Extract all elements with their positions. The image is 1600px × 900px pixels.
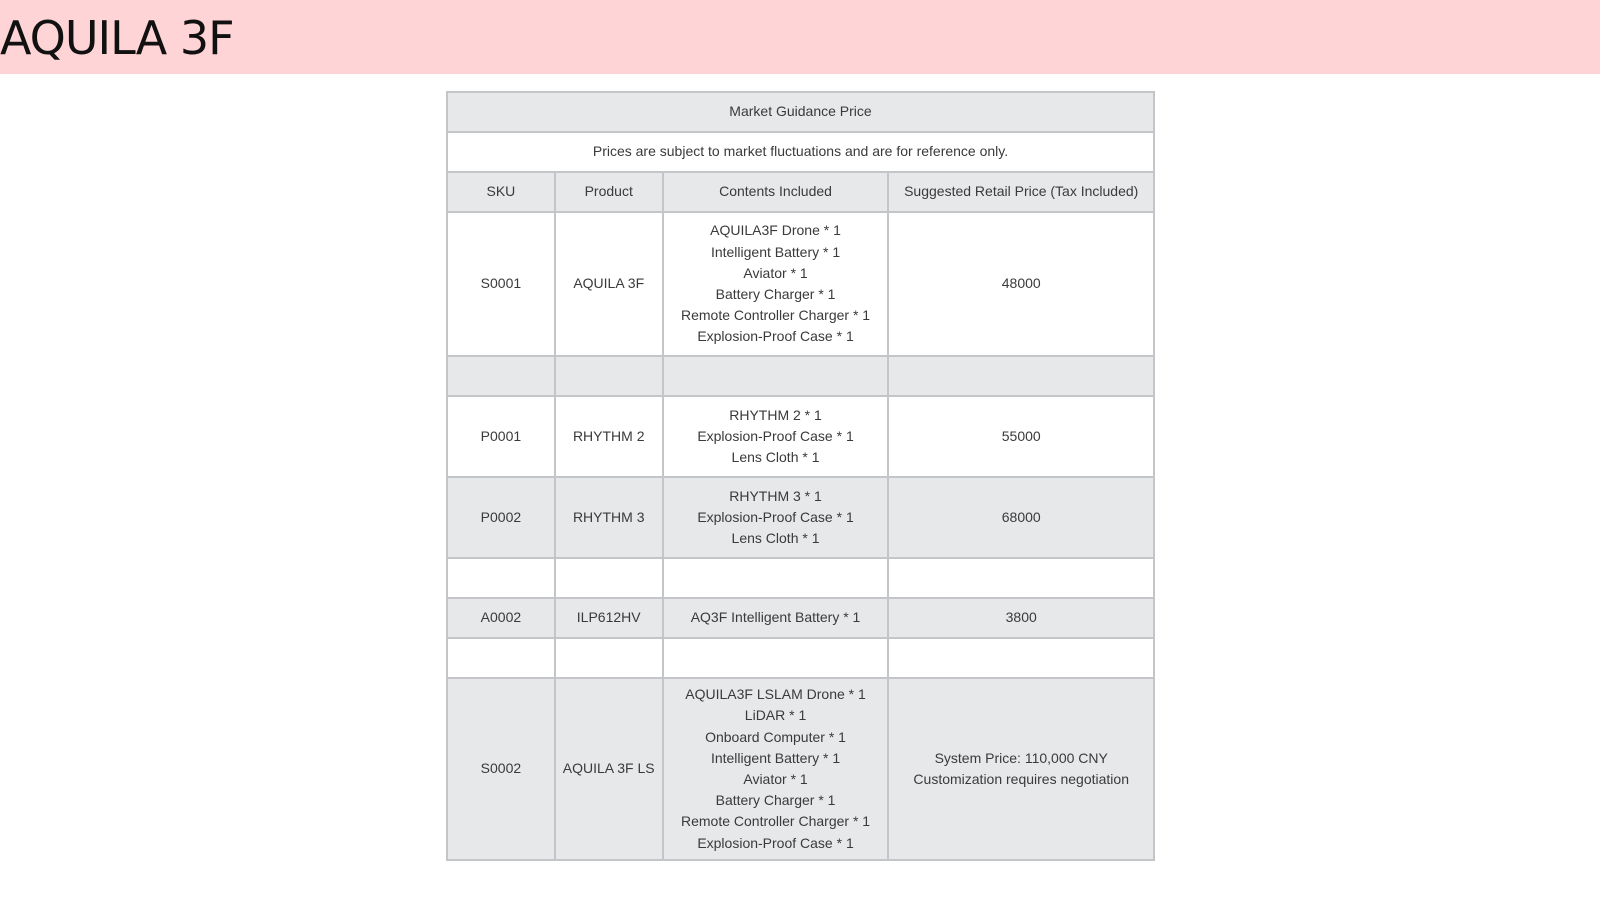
price-line: 55000 — [1001, 427, 1041, 444]
cell-product: RHYTHM 3 — [555, 477, 663, 558]
content-item: Aviator * 1 — [743, 771, 808, 787]
content-item: RHYTHM 2 * 1 — [729, 406, 822, 423]
cell-contents — [663, 638, 889, 678]
price-line: 3800 — [1005, 609, 1037, 626]
column-header-sku: SKU — [447, 172, 555, 212]
cell-product: AQUILA 3F LS — [555, 678, 663, 860]
cell-price — [888, 638, 1154, 678]
price-line: 68000 — [1001, 508, 1041, 525]
column-header-product: Product — [555, 172, 663, 212]
cell-sku — [447, 356, 555, 396]
content-item: Remote Controller Charger * 1 — [680, 813, 871, 830]
page-title: AQUILA 3F — [0, 11, 234, 65]
column-header-contents: Contents Included — [663, 172, 889, 212]
cell-price — [888, 356, 1154, 396]
content-item: Intelligent Battery * 1 — [710, 243, 841, 260]
cell-contents — [663, 356, 889, 396]
cell-product — [555, 638, 663, 678]
content-item: AQUILA3F Drone * 1 — [710, 222, 841, 239]
table-note-row — [447, 132, 1154, 172]
content-item: LiDAR * 1 — [744, 707, 807, 724]
table-row — [447, 558, 1154, 598]
content-item: RHYTHM 3 * 1 — [729, 487, 822, 504]
table-row — [447, 638, 1154, 678]
table-row — [447, 678, 1154, 860]
content-item: AQ3F Intelligent Battery * 1 — [690, 609, 861, 626]
cell-product — [555, 558, 663, 598]
content-item: AQUILA3F LSLAM Drone * 1 — [685, 686, 866, 703]
cell-contents — [663, 558, 889, 598]
price-line: System Price: 110,000 CNY — [934, 749, 1108, 766]
cell-sku — [447, 558, 555, 598]
content-item: Intelligent Battery * 1 — [710, 749, 841, 766]
cell-sku: P0001 — [447, 396, 555, 477]
cell-sku: P0002 — [447, 477, 555, 558]
price-line: Customization requires negotiation — [913, 771, 1129, 787]
table-title-row — [447, 92, 1154, 132]
cell-price — [888, 477, 1154, 558]
column-header-price: Suggested Retail Price (Tax Included) — [888, 172, 1154, 212]
content-item: Battery Charger * 1 — [715, 286, 836, 302]
table-row — [447, 477, 1154, 558]
cell-sku: A0002 — [447, 598, 555, 638]
cell-contents — [663, 678, 889, 860]
content-item: Onboard Computer * 1 — [705, 728, 846, 745]
price-table — [446, 91, 1155, 861]
cell-sku: S0002 — [447, 678, 555, 860]
table-header-row — [447, 172, 1154, 212]
content-item: Battery Charger * 1 — [715, 792, 836, 809]
cell-price — [888, 396, 1154, 477]
table-note: Prices are subject to market fluctuations and are for reference only. — [447, 132, 1154, 172]
content-item: Lens Cloth * 1 — [731, 449, 820, 466]
table-title: Market Guidance Price — [447, 92, 1154, 132]
cell-price — [888, 558, 1154, 598]
table-row — [447, 396, 1154, 477]
content-item: Explosion-Proof Case * 1 — [697, 328, 854, 345]
cell-product: AQUILA 3F — [555, 212, 663, 356]
content-item: Explosion-Proof Case * 1 — [697, 834, 854, 851]
content-item: Aviator * 1 — [743, 264, 808, 281]
table-row — [447, 598, 1154, 638]
cell-price — [888, 598, 1154, 638]
content-item: Explosion-Proof Case * 1 — [697, 508, 854, 525]
content-item: Remote Controller Charger * 1 — [680, 307, 871, 324]
cell-price — [888, 212, 1154, 356]
title-banner — [0, 0, 1600, 74]
cell-contents — [663, 477, 889, 558]
table-row — [447, 356, 1154, 396]
content-item: Explosion-Proof Case * 1 — [697, 427, 854, 444]
cell-sku: S0001 — [447, 212, 555, 356]
cell-product: ILP612HV — [555, 598, 663, 638]
cell-product: RHYTHM 2 — [555, 396, 663, 477]
content-item: Lens Cloth * 1 — [731, 530, 820, 547]
cell-contents — [663, 598, 889, 638]
price-line: 48000 — [1001, 275, 1041, 292]
cell-contents — [663, 212, 889, 356]
cell-contents — [663, 396, 889, 477]
cell-product — [555, 356, 663, 396]
cell-sku — [447, 638, 555, 678]
table-row — [447, 212, 1154, 356]
cell-price — [888, 678, 1154, 860]
